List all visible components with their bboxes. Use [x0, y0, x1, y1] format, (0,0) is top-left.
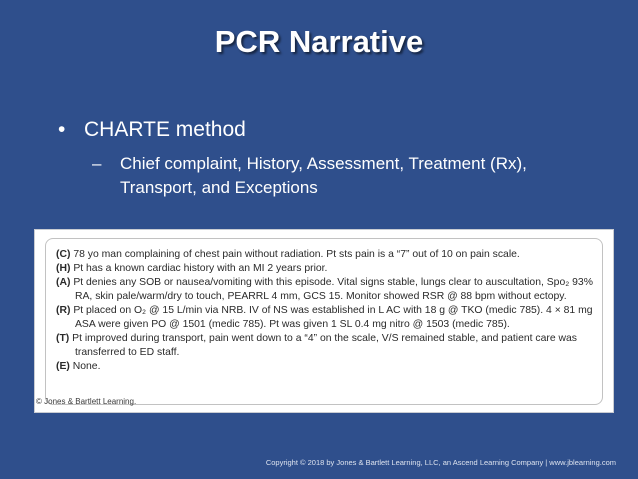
narrative-code: (A) [56, 277, 71, 288]
narrative-line-assessment [56, 276, 602, 304]
narrative-text: Pt denies any SOB or nausea/vomiting with this episode. Vital signs stable, lungs clear to auscultation, Spo₂ 93% RA, skin pale/warm/dry to touch, PEARRL 4 mm, GCS 15. Monitor showed RSR @ 88 bpm without ectopy. [70, 277, 593, 302]
narrative-line-exceptions [56, 360, 602, 374]
narrative-code: (H) [56, 263, 71, 274]
narrative-text: Pt has a known cardiac history with an MI 2 years prior. [70, 263, 328, 274]
narrative-text: Pt improved during transport, pain went down to a “4” on the scale, V/S remained stable, and patient care was transferred to ED staff. [69, 333, 577, 358]
narrative-code: (C) [56, 249, 71, 260]
narrative-line-transport [56, 332, 602, 360]
slide-title: PCR Narrative [214, 24, 424, 59]
sub-bullet-item [92, 152, 560, 200]
narrative-code: (E) [56, 361, 70, 372]
narrative-text: None. [69, 361, 101, 372]
sub-bullet-marker: – [92, 154, 102, 173]
bullet-marker: • [58, 118, 66, 141]
narrative-line-history [56, 262, 602, 276]
image-credit: © Jones & Bartlett Learning. [36, 397, 137, 406]
copyright-footer: Copyright © 2018 by Jones & Bartlett Learning, LLC, an Ascend Learning Company | www.jblearning.com [265, 458, 616, 467]
narrative-text: Pt placed on O₂ @ 15 L/min via NRB. IV of NS was established in L AC with 18 g @ TKO (medic 785). 4 × 81 mg ASA were given PO @ 1501 (medic 785). Pt was given 1 SL 0.4 mg nitro @ 1503 (medic 785). [70, 305, 593, 330]
narrative-code: (T) [56, 333, 70, 344]
narrative-text: 78 yo man complaining of chest pain without radiation. Pt sts pain is a “7” out of 10 on pain scale. [70, 249, 520, 260]
sub-bullet-text: Chief complaint, History, Assessment, Treatment (Rx), Transport, and Exceptions [120, 154, 527, 197]
narrative-line-chief-complaint [56, 248, 602, 262]
narrative-panel [34, 229, 614, 413]
narrative-box [45, 238, 603, 405]
narrative-line-treatment [56, 304, 602, 332]
bullet-text: CHARTE method [84, 118, 246, 141]
bullet-item [58, 118, 246, 142]
narrative-code: (R) [56, 305, 71, 316]
